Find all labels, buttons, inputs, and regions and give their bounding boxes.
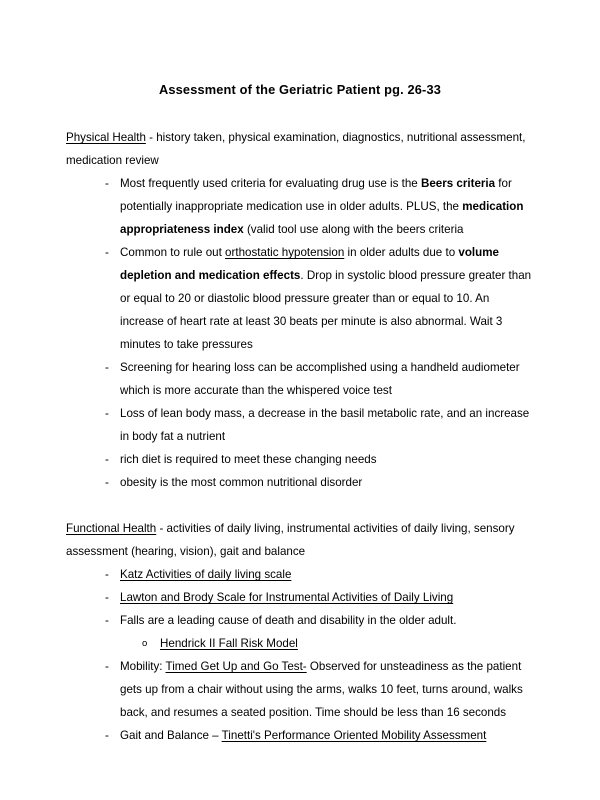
sub-bullet-list <box>120 632 536 655</box>
bullet-text <box>120 660 523 719</box>
dash-bullet-marker: - <box>105 453 109 466</box>
bullet-list <box>66 172 536 494</box>
section-intro-paragraph <box>66 126 536 172</box>
bullet-text <box>120 591 453 604</box>
text-run-plain: Observed for unsteadiness as the patient gets up from a chair without using the arms, walks 10 feet, turns around, walks back, and resumes a seated position. Time should be less than 16 seconds <box>120 660 523 719</box>
dash-bullet-marker: - <box>105 660 109 673</box>
text-run-plain: Mobility: <box>120 660 166 673</box>
bullet-item <box>66 724 536 747</box>
dash-bullet-marker: - <box>105 614 109 627</box>
section-heading-separator: - <box>156 522 167 535</box>
text-run-plain: Gait and Balance – <box>120 729 222 742</box>
dash-bullet-marker: - <box>105 246 109 259</box>
circle-bullet-marker: o <box>142 638 148 649</box>
dash-bullet-marker: - <box>105 361 109 374</box>
text-run-underline: Hendrick II Fall Risk Model <box>160 637 298 650</box>
bullet-text <box>120 177 523 236</box>
text-run-plain: (valid tool use along with the beers criteria <box>243 223 464 236</box>
dash-bullet-marker: - <box>105 407 109 420</box>
bullet-text <box>120 246 531 351</box>
text-run-plain: Screening for hearing loss can be accomplished using a handheld audiometer which is more accurate than the whispered voice test <box>120 361 520 397</box>
text-run-plain: Loss of lean body mass, a decrease in the basil metabolic rate, and an increase in body fat a nutrient <box>120 407 530 443</box>
text-run-underline: orthostatic hypotension <box>225 246 345 259</box>
sub-bullet-item <box>120 632 536 655</box>
bullet-text <box>120 729 486 742</box>
section-heading-separator: - <box>145 131 157 144</box>
bullet-text <box>120 476 362 489</box>
text-run-bold: Beers criteria <box>420 177 496 190</box>
section-intro-paragraph <box>66 517 536 563</box>
text-run-plain: obesity is the most common nutritional disorder <box>120 476 363 489</box>
text-run-plain: rich diet is required to meet these changing needs <box>120 453 377 466</box>
bullet-item <box>66 402 536 448</box>
text-run-underline: Katz Activities of daily living scale <box>120 568 292 581</box>
bullet-text <box>120 568 291 581</box>
bullet-list <box>66 563 536 747</box>
dash-bullet-marker: - <box>105 568 109 581</box>
document-body <box>66 126 536 747</box>
bullet-item <box>66 448 536 471</box>
text-run-plain: in older adults due to <box>344 246 459 259</box>
bullet-item <box>66 586 536 609</box>
dash-bullet-marker: - <box>105 476 109 489</box>
text-run-bold: volume depletion and medication effects <box>120 246 499 282</box>
dash-bullet-marker: - <box>105 591 109 604</box>
text-run-plain: Falls are a leading cause of death and disability in the older adult. <box>120 614 457 627</box>
bullet-text <box>120 407 529 443</box>
bullet-text <box>120 453 377 466</box>
bullet-text <box>120 614 456 627</box>
section-spacer <box>66 494 536 517</box>
text-run-underline: Lawton and Brody Scale for Instrumental Activities of Daily Living <box>120 591 454 604</box>
bullet-item <box>66 471 536 494</box>
dash-bullet-marker: - <box>105 177 109 190</box>
text-run-bold: medication appropriateness index <box>120 200 524 236</box>
section-heading: Physical Health <box>66 131 146 144</box>
section-intro-text: activities of daily living, instrumental activities of daily living, sensory assessment (hearing, vision), gait and balance <box>66 522 515 558</box>
bullet-item <box>66 563 536 586</box>
section-heading: Functional Health <box>66 522 157 535</box>
sub-bullet-text <box>160 637 298 650</box>
bullet-text <box>120 361 520 397</box>
text-run-underline: Tinetti's Performance Oriented Mobility Assessment <box>221 729 487 742</box>
text-run-plain: for potentially inappropriate medication use in older adults. PLUS, the <box>120 177 512 213</box>
bullet-item <box>66 172 536 241</box>
text-run-plain: Common to rule out <box>120 246 226 259</box>
bullet-item <box>66 241 536 356</box>
text-run-plain: . Drop in systolic blood pressure greater than or equal to 20 or diastolic blood pressure greater than or equal to 10. An increase of heart rate at least 30 beats per minute is also abnormal. Wait 3 minutes to take pressures <box>120 269 532 351</box>
page-title: Assessment of the Geriatric Patient pg. 26-33 <box>159 82 441 97</box>
bullet-item <box>66 609 536 655</box>
text-run-underline: Timed Get Up and Go Test- <box>165 660 307 673</box>
text-run-plain: Most frequently used criteria for evaluating drug use is the <box>120 177 421 190</box>
bullet-item <box>66 655 536 724</box>
bullet-item <box>66 356 536 402</box>
section-intro-text: history taken, physical examination, diagnostics, nutritional assessment, medication review <box>66 131 526 167</box>
dash-bullet-marker: - <box>105 729 109 742</box>
